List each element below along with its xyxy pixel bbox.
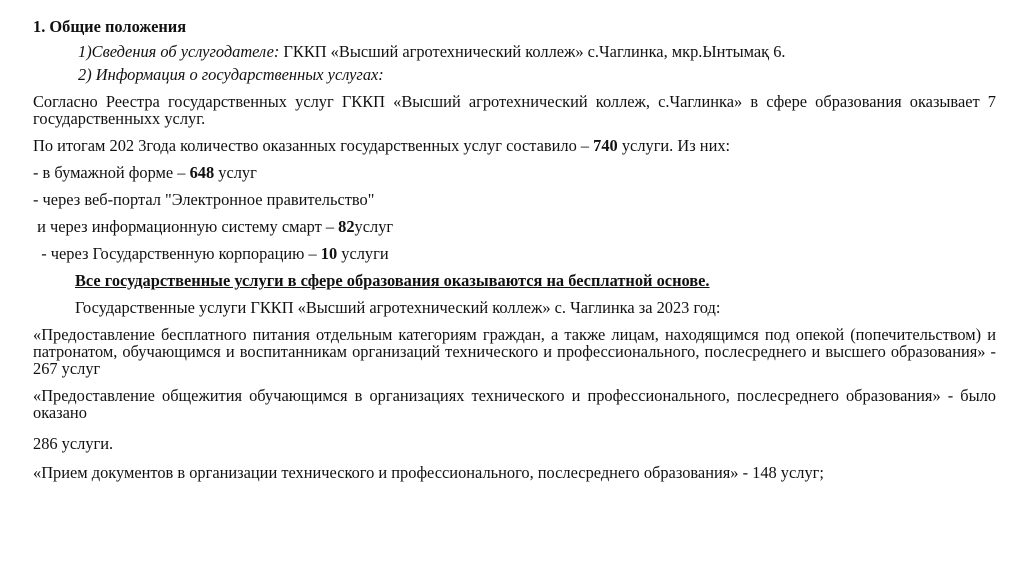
service-meals: «Предоставление бесплатного питания отдельным категориям граждан, а также лицам, находящимся под опекой (попечительством) и патронатом, обучающимся и воспитанникам организаций технического и профессионального, послесреднего и высшего образования» - 267 услуг [33,325,996,378]
smart-text: и через информационную систему смарт – [33,217,339,236]
paper-text: - в бумажной форме – [33,163,190,182]
egov-line: - через веб-портал "Электронное правительство" [33,190,375,209]
registry-paragraph: Согласно Реестра государственных услуг ГККП «Высший агротехнический коллеж, с.Чаглинка» в сфере образования оказывает 7 государственныхх услуг. [33,92,996,128]
corp-count: 10 [320,244,338,263]
totals-suffix: услуги. Из них: [617,136,731,155]
service-documents: «Прием документов в организации технического и профессионального, послесреднего образования» - 148 услуг; [33,463,824,482]
totals-line [33,137,996,154]
services-intro: Государственные услуги ГККП «Высший агротехнический коллеж» с. Чаглинка за 2023 год: [75,298,721,317]
paper-line [33,164,996,181]
provider-text: ГККП «Высший агротехнический коллеж» с.Чаглинка, мкр.Ынтымақ 6. [279,42,786,61]
smart-suffix: услуг [354,217,394,236]
service-dormitory-count: 286 услуги. [33,434,114,453]
smart-line [33,218,996,235]
service-dormitory: «Предоставление общежития обучающимся в организациях технического и профессионального, послесреднего образования» - было оказано [33,386,996,422]
free-notice [33,272,996,289]
corp-text: - через Государственную корпорацию – [33,244,321,263]
provider-label: 1)Сведения об услугодателе: [78,42,280,61]
paper-suffix: услуг [214,163,257,182]
totals-text: По итогам 202 3года количество оказанных государственных услуг составило – [33,136,594,155]
free-notice-text: Все государственные услуги в сфере образования оказываются на бесплатной основе. [75,271,710,290]
smart-count: 82 [338,217,355,236]
paper-count: 648 [189,163,215,182]
info-label: 2) Информация о государственных услугах: [78,65,384,84]
totals-count: 740 [593,136,618,155]
provider-line [33,43,996,60]
corp-line [33,245,996,262]
section-heading: 1. Общие положения [33,17,187,36]
corp-suffix: услуги [337,244,389,263]
